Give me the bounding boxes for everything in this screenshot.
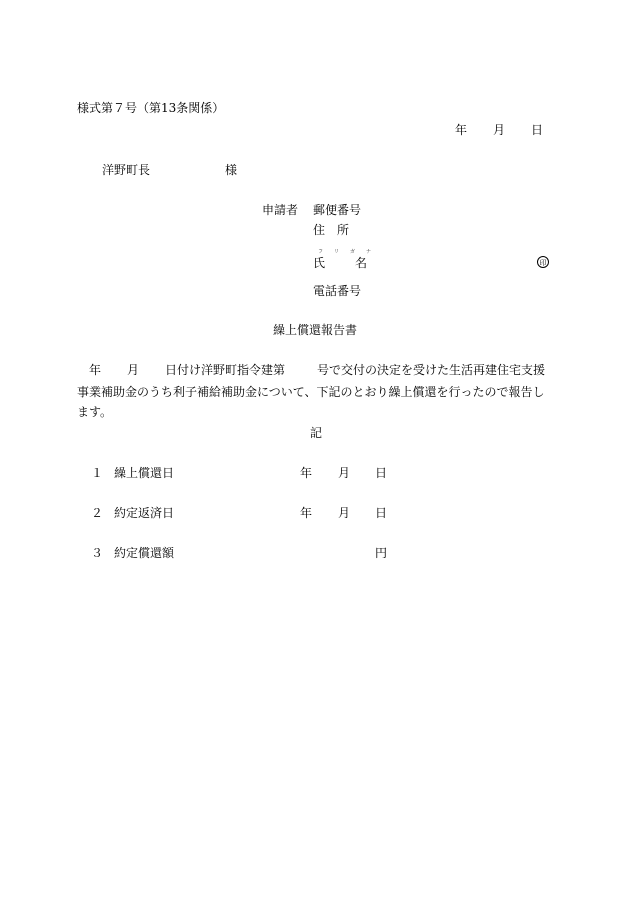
item-year: 年 [300,506,313,520]
item-unit: 円 [375,546,388,560]
form-label: 様式第７号（第13条関係） [77,101,225,115]
addressee-name: 洋野町長 [102,163,151,177]
item-label: 約定償還額 [114,546,175,560]
body-month: 月 [127,363,140,377]
furigana-na: ナ [366,249,372,255]
item-number: １ [91,466,104,480]
body-text-2: 号で交付の決定を受けた生活再建住宅支援 [317,363,546,377]
furigana-ga: ガ [350,249,356,255]
date-day: 日 [531,123,544,137]
applicant-label: 申請者 [262,203,299,217]
addressee-honorific: 様 [225,163,238,177]
item-day: 日 [375,466,388,480]
furigana-ri: リ [334,249,340,255]
seal-mark: 印 [537,256,549,268]
furigana-fu: フ [318,249,324,255]
item-month: 月 [338,466,351,480]
body-year: 年 [89,363,102,377]
date-month: 月 [493,123,506,137]
name-label-left: 氏 [313,256,326,270]
body-text-1: 日付け洋野町指令建第 [165,363,286,377]
name-label-right: 名 [355,256,368,270]
item-number: ２ [91,506,104,520]
body-line-2: 事業補助金のうち利子補給補助金について、下記のとおり繰上償還を行ったので報告し [77,385,545,399]
phone-label: 電話番号 [313,284,362,298]
item-month: 月 [338,506,351,520]
item-label: 約定返済日 [114,506,175,520]
document-title: 繰上償還報告書 [273,323,358,337]
item-year: 年 [300,466,313,480]
postal-code-label: 郵便番号 [313,203,362,217]
item-day: 日 [375,506,388,520]
body-line-3: ます。 [77,405,113,419]
date-year: 年 [455,123,468,137]
address-label: 住 所 [313,223,350,237]
item-label: 繰上償還日 [114,466,175,480]
ki-mark: 記 [310,426,323,440]
item-number: ３ [91,546,104,560]
